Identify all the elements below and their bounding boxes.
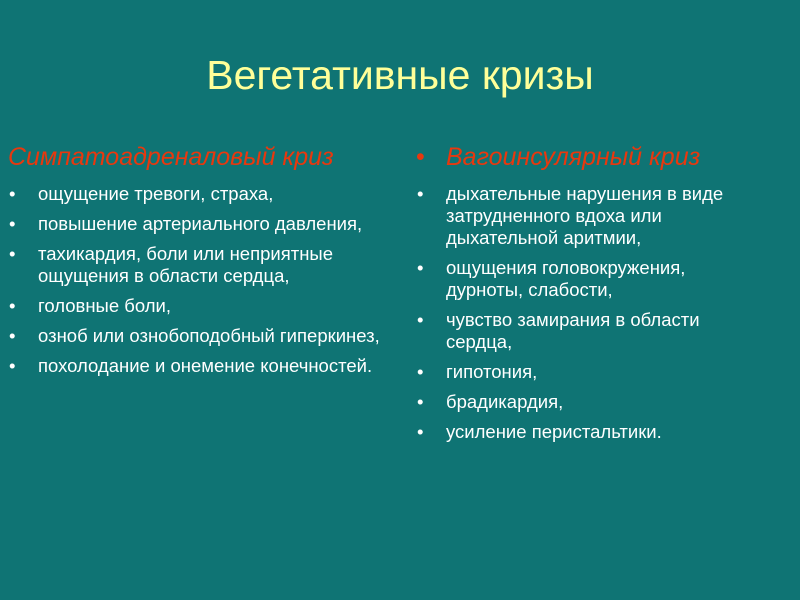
list-item bbox=[416, 183, 756, 249]
list-item bbox=[416, 421, 756, 443]
list-item-text: брадикардия, bbox=[446, 391, 564, 412]
bullet-dot-icon: • bbox=[417, 309, 424, 330]
list-item bbox=[416, 361, 756, 383]
bullet-dot-icon: • bbox=[9, 355, 16, 376]
list-item bbox=[416, 257, 756, 301]
bullet-dot-icon: • bbox=[9, 213, 16, 234]
bullet-dot-icon: • bbox=[417, 361, 424, 382]
sympathoadrenal-column bbox=[8, 142, 393, 385]
list-item-text: гипотония, bbox=[446, 361, 538, 382]
list-item-text: чувство замирания в области сердца, bbox=[446, 309, 700, 352]
list-item bbox=[8, 213, 393, 235]
vagoinsular-heading-text: Вагоинсулярный криз bbox=[446, 143, 701, 171]
bullet-dot-icon: • bbox=[416, 143, 425, 171]
bullet-dot-icon: • bbox=[9, 325, 16, 346]
list-item-text: усиление перистальтики. bbox=[446, 421, 662, 442]
bullet-dot-icon: • bbox=[417, 421, 424, 442]
list-item-text: ощущение тревоги, страха, bbox=[38, 183, 274, 204]
bullet-dot-icon: • bbox=[9, 183, 16, 204]
slide-title: Вегетативные кризы bbox=[206, 52, 594, 98]
list-item bbox=[416, 309, 756, 353]
bullet-dot-icon: • bbox=[9, 295, 16, 316]
list-item bbox=[8, 355, 393, 377]
list-item-text: повышение артериального давления, bbox=[38, 213, 363, 234]
bullet-dot-icon: • bbox=[417, 391, 424, 412]
vagoinsular-heading bbox=[416, 142, 756, 173]
list-item-text: ощущения головокружения, дурноты, слабости, bbox=[446, 257, 686, 300]
vagoinsular-column bbox=[416, 142, 756, 451]
list-item-text: дыхательные нарушения в виде затрудненного вдоха или дыхательной аритмии, bbox=[446, 183, 724, 248]
list-item-text: озноб или ознобоподобный гиперкинез, bbox=[38, 325, 380, 346]
bullet-dot-icon: • bbox=[417, 183, 424, 204]
vagoinsular-symptom-list bbox=[416, 183, 756, 443]
list-item bbox=[8, 183, 393, 205]
list-item bbox=[8, 325, 393, 347]
bullet-dot-icon: • bbox=[9, 243, 16, 264]
list-item bbox=[416, 391, 756, 413]
list-item-text: тахикардия, боли или неприятные ощущения в области сердца, bbox=[38, 243, 334, 286]
list-item bbox=[8, 243, 393, 287]
list-item-text: головные боли, bbox=[38, 295, 172, 316]
list-item-text: похолодание и онемение конечностей. bbox=[38, 355, 373, 376]
list-item bbox=[8, 295, 393, 317]
sympathoadrenal-heading bbox=[8, 142, 393, 173]
sympathoadrenal-symptom-list bbox=[8, 183, 393, 377]
bullet-dot-icon: • bbox=[417, 257, 424, 278]
sympathoadrenal-heading-text: Симпатоадреналовый криз bbox=[8, 143, 334, 171]
